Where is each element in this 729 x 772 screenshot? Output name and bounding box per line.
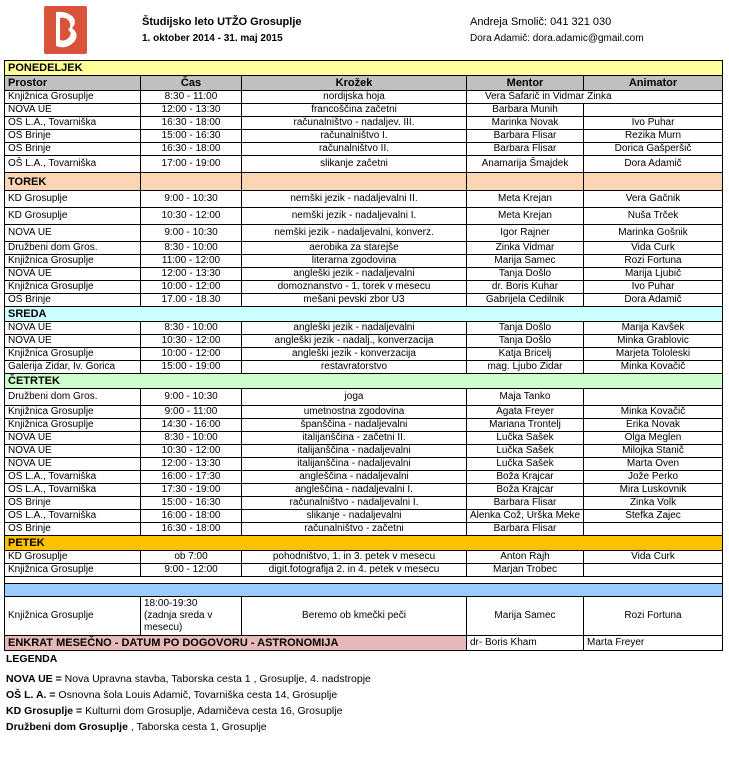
cell-activity: literarna zgodovina bbox=[242, 255, 467, 268]
cell-activity: domoznanstvo - 1. torek v mesecu bbox=[242, 281, 467, 294]
cell-time: 9:00 - 10:30 bbox=[141, 389, 242, 406]
cell-time: ob 7:00 bbox=[141, 551, 242, 564]
table-row bbox=[5, 497, 723, 510]
legend-key: KD Grosuplje = bbox=[6, 705, 83, 717]
table-row bbox=[5, 191, 723, 208]
cell-time: 12:00 - 13:30 bbox=[141, 268, 242, 281]
column-header: Krožek bbox=[242, 76, 467, 91]
cell-animator: Minka Kovačič bbox=[584, 406, 723, 419]
monthly-row bbox=[5, 636, 723, 651]
cell-mentor: Igor Rajner bbox=[467, 225, 584, 242]
cell-time: 16:30 - 18:00 bbox=[141, 117, 242, 130]
column-header: Prostor bbox=[5, 76, 141, 91]
cell-place: OŠ L.A., Tovarniška bbox=[5, 156, 141, 173]
cell-time: 9:00 - 11:00 bbox=[141, 406, 242, 419]
legend-item bbox=[6, 721, 267, 733]
cell-animator bbox=[584, 564, 723, 577]
cell-animator: Rozi Fortuna bbox=[584, 597, 723, 636]
table-row bbox=[5, 458, 723, 471]
table-row bbox=[5, 335, 723, 348]
cell-place: NOVA UE bbox=[5, 335, 141, 348]
cell-activity: aerobika za starejše bbox=[242, 242, 467, 255]
cell-time: 17.00 - 18.30 bbox=[141, 294, 242, 307]
cell-mentor: Anamarija Šmajdek bbox=[467, 156, 584, 173]
cell-mentor: mag. Ljubo Zidar bbox=[467, 361, 584, 374]
cell-mentor: Lučka Sašek bbox=[467, 432, 584, 445]
day-header-pet bbox=[5, 536, 723, 551]
table-row bbox=[5, 117, 723, 130]
cell-mentor: Marija Samec bbox=[467, 255, 584, 268]
cell-animator: Erika Novak bbox=[584, 419, 723, 432]
cell-animator: Marjeta Tololeski bbox=[584, 348, 723, 361]
cell-place: Knjižnica Grosuplje bbox=[5, 281, 141, 294]
cell-mentor: Barbara Flisar bbox=[467, 143, 584, 156]
cell-place: Knjižnica Grosuplje bbox=[5, 91, 141, 104]
table-row bbox=[5, 564, 723, 577]
cell-activity: nordijska hoja bbox=[242, 91, 467, 104]
cell-activity: restavratorstvo bbox=[242, 361, 467, 374]
cell-activity: angleški jezik - nadaljevalni bbox=[242, 322, 467, 335]
table-row bbox=[5, 389, 723, 406]
cell-time: 17:30 - 19:00 bbox=[141, 484, 242, 497]
column-header-row bbox=[5, 76, 723, 91]
time-line: 18:00-19:30 bbox=[144, 598, 198, 609]
cell-mentor: Boža Krajcar bbox=[467, 484, 584, 497]
cell-time: 14:30 - 16:00 bbox=[141, 419, 242, 432]
cell-mentor: Mariana Trontelj bbox=[467, 419, 584, 432]
legend-title: LEGENDA bbox=[6, 653, 58, 665]
cell-place: Družbeni dom Gros. bbox=[5, 389, 141, 406]
table-row bbox=[5, 156, 723, 173]
cell-activity: angleški jezik - konverzacija bbox=[242, 348, 467, 361]
header-dates: 1. oktober 2014 - 31. maj 2015 bbox=[142, 33, 283, 44]
legend-item bbox=[6, 705, 342, 717]
cell-time: 12:00 - 13:30 bbox=[141, 458, 242, 471]
legend-key: Družbeni dom Grosuplje bbox=[6, 721, 128, 733]
cell-mentor: Barbara Munih bbox=[467, 104, 584, 117]
header-contact-2: Dora Adamič: dora.adamic@gmail.com bbox=[470, 33, 644, 44]
cell-animator: Dora Adamič bbox=[584, 156, 723, 173]
cell-mentor: Maja Tanko bbox=[467, 389, 584, 406]
table-row bbox=[5, 322, 723, 335]
cell-activity: slikanje - nadaljevalni bbox=[242, 510, 467, 523]
cell-activity: mešani pevski zbor U3 bbox=[242, 294, 467, 307]
cell-time bbox=[141, 597, 242, 636]
cell-place: OŠ Brinje bbox=[5, 143, 141, 156]
cell-mentor: Gabrijela Cedilnik bbox=[467, 294, 584, 307]
cell-mentor: Agata Freyer bbox=[467, 406, 584, 419]
cell-mentor: Marija Samec bbox=[467, 597, 584, 636]
cell-mentor: Marinka Novak bbox=[467, 117, 584, 130]
cell-time: 15:00 - 19:00 bbox=[141, 361, 242, 374]
cell-activity: angleški jezik - nadalj., konverzacija bbox=[242, 335, 467, 348]
cell-mentor: Tanja Došlo bbox=[467, 335, 584, 348]
day-header-cell bbox=[141, 173, 242, 191]
utzo-logo bbox=[44, 6, 87, 54]
cell-place: NOVA UE bbox=[5, 104, 141, 117]
cell-activity: nemški jezik - nadaljevalni, konverz. bbox=[242, 225, 467, 242]
cell-time: 8:30 - 10:00 bbox=[141, 242, 242, 255]
table-row bbox=[5, 419, 723, 432]
day-header-cet bbox=[5, 374, 723, 389]
cell-place: Knjižnica Grosuplje bbox=[5, 597, 141, 636]
cell-time: 9:00 - 10:30 bbox=[141, 191, 242, 208]
header-title: Študijsko leto UTŽO Grosuplje bbox=[142, 16, 302, 28]
cell-place: OŠ Brinje bbox=[5, 497, 141, 510]
cell-time: 10:00 - 12:00 bbox=[141, 348, 242, 361]
cell-place: NOVA UE bbox=[5, 225, 141, 242]
cell-time: 16:30 - 18:00 bbox=[141, 143, 242, 156]
cell-time: 8:30 - 10:00 bbox=[141, 322, 242, 335]
cell-time: 10:30 - 12:00 bbox=[141, 445, 242, 458]
day-header-cell bbox=[467, 173, 584, 191]
table-row bbox=[5, 484, 723, 497]
table-row bbox=[5, 242, 723, 255]
cell-mentor: dr- Boris Kham bbox=[467, 636, 584, 651]
table-row bbox=[5, 551, 723, 564]
cell-mentor: Tanja Došlo bbox=[467, 322, 584, 335]
legend-key: OŠ L. A. = bbox=[6, 689, 56, 701]
cell-animator bbox=[584, 523, 723, 536]
day-header-cell bbox=[584, 173, 723, 191]
cell-activity: Beremo ob kmečki peči bbox=[242, 597, 467, 636]
cell-place: KD Grosuplje bbox=[5, 191, 141, 208]
cell-animator: Dora Adamič bbox=[584, 294, 723, 307]
day-header-sre bbox=[5, 307, 723, 322]
cell-place: OŠ L.A., Tovarniška bbox=[5, 471, 141, 484]
cell-activity: slikanje začetni bbox=[242, 156, 467, 173]
time-line: (zadnja sreda v bbox=[144, 610, 213, 621]
column-header: Čas bbox=[141, 76, 242, 91]
cell-activity: nemški jezik - nadaljevalni I. bbox=[242, 208, 467, 225]
cell-place: Družbeni dom Gros. bbox=[5, 242, 141, 255]
legend-text: Nova Upravna stavba, Taborska cesta 1 , Grosuplje, 4. nadstropje bbox=[64, 673, 371, 685]
table-row bbox=[5, 225, 723, 242]
cell-activity: španščina - nadaljevalni bbox=[242, 419, 467, 432]
legend-text: Kulturni dom Grosuplje, Adamičeva cesta 16, Grosuplje bbox=[85, 705, 343, 717]
cell-animator: Ivo Puhar bbox=[584, 117, 723, 130]
cell-animator: Dorica Gašperšič bbox=[584, 143, 723, 156]
cell-place: KD Grosuplje bbox=[5, 208, 141, 225]
table-row bbox=[5, 104, 723, 117]
cell-activity: joga bbox=[242, 389, 467, 406]
table-row bbox=[5, 510, 723, 523]
table-row bbox=[5, 523, 723, 536]
cell-animator: Marinka Gošnik bbox=[584, 225, 723, 242]
cell-time: 10:30 - 12:00 bbox=[141, 335, 242, 348]
spacer-cell bbox=[5, 577, 723, 584]
cell-place: OŠ L.A., Tovarniška bbox=[5, 117, 141, 130]
cell-time: 16:00 - 17:30 bbox=[141, 471, 242, 484]
cell-mentor: Barbara Flisar bbox=[467, 130, 584, 143]
column-header: Animator bbox=[584, 76, 723, 91]
legend-key: NOVA UE = bbox=[6, 673, 62, 685]
cell-mentor: Lučka Sašek bbox=[467, 445, 584, 458]
day-header-tor bbox=[5, 173, 723, 191]
table-row bbox=[5, 208, 723, 225]
cell-place: Knjižnica Grosuplje bbox=[5, 348, 141, 361]
cell-place: OŠ Brinje bbox=[5, 130, 141, 143]
cell-place: NOVA UE bbox=[5, 432, 141, 445]
monthly-label: ENKRAT MESEČNO - DATUM PO DOGOVORU - ASTRONOMIJA bbox=[5, 636, 467, 651]
day-label: PETEK bbox=[5, 536, 723, 551]
header-contact-1: Andreja Smolič: 041 321 030 bbox=[470, 16, 612, 28]
day-header-cell bbox=[242, 173, 467, 191]
table-row bbox=[5, 471, 723, 484]
cell-mentor: dr. Boris Kuhar bbox=[467, 281, 584, 294]
cell-mentor: Meta Krejan bbox=[467, 191, 584, 208]
table-row bbox=[5, 255, 723, 268]
day-label: SREDA bbox=[5, 307, 723, 322]
cell-activity: računalništvo - začetni bbox=[242, 523, 467, 536]
cell-place: OŠ L.A., Tovarniška bbox=[5, 484, 141, 497]
cell-mentor: Barbara Flisar bbox=[467, 523, 584, 536]
blue-separator-row bbox=[5, 584, 723, 597]
cell-animator: Marta Oven bbox=[584, 458, 723, 471]
spacer-row bbox=[5, 577, 723, 584]
cell-animator: Marta Freyer bbox=[584, 636, 723, 651]
cell-place: OŠ Brinje bbox=[5, 294, 141, 307]
day-label: TOREK bbox=[5, 173, 141, 191]
cell-mentor: Barbara Flisar bbox=[467, 497, 584, 510]
cell-mentor: Meta Krejan bbox=[467, 208, 584, 225]
cell-activity: pohodništvo, 1. in 3. petek v mesecu bbox=[242, 551, 467, 564]
special-row bbox=[5, 597, 723, 636]
schedule-table bbox=[4, 60, 723, 651]
table-row bbox=[5, 406, 723, 419]
cell-animator: Rozi Fortuna bbox=[584, 255, 723, 268]
cell-animator: Vida Curk bbox=[584, 242, 723, 255]
cell-mentor: Marjan Trobec bbox=[467, 564, 584, 577]
cell-animator: Minka Kovačič bbox=[584, 361, 723, 374]
cell-mentor: Boža Krajcar bbox=[467, 471, 584, 484]
cell-activity: računalništvo - nadaljev. III. bbox=[242, 117, 467, 130]
cell-place: Knjižnica Grosuplje bbox=[5, 419, 141, 432]
cell-animator: Zinka Volk bbox=[584, 497, 723, 510]
cell-animator: Marija Kavšek bbox=[584, 322, 723, 335]
cell-activity: nemški jezik - nadaljevalni II. bbox=[242, 191, 467, 208]
table-row bbox=[5, 130, 723, 143]
cell-time: 8:30 - 11:00 bbox=[141, 91, 242, 104]
cell-place: Knjižnica Grosuplje bbox=[5, 255, 141, 268]
cell-activity: angleščina - nadaljevalni I. bbox=[242, 484, 467, 497]
table-row bbox=[5, 91, 723, 104]
cell-mentor: Alenka Čož, Urška Meke bbox=[467, 510, 584, 523]
cell-time: 9:00 - 12:00 bbox=[141, 564, 242, 577]
cell-place: NOVA UE bbox=[5, 445, 141, 458]
cell-activity: računalništvo II. bbox=[242, 143, 467, 156]
cell-mentor: Tanja Došlo bbox=[467, 268, 584, 281]
cell-activity: italijanščina - nadaljevalni bbox=[242, 445, 467, 458]
cell-time: 8:30 - 10:00 bbox=[141, 432, 242, 445]
cell-activity: računalništvo - nadaljevalni I. bbox=[242, 497, 467, 510]
cell-animator: Ivo Puhar bbox=[584, 281, 723, 294]
cell-activity: angleški jezik - nadaljevalni bbox=[242, 268, 467, 281]
table-row bbox=[5, 445, 723, 458]
legend-item bbox=[6, 673, 371, 685]
cell-activity: umetnostna zgodovina bbox=[242, 406, 467, 419]
cell-activity: francoščina začetni bbox=[242, 104, 467, 117]
cell-animator: Vida Curk bbox=[584, 551, 723, 564]
cell-place: Knjižnica Grosuplje bbox=[5, 406, 141, 419]
cell-place: NOVA UE bbox=[5, 268, 141, 281]
cell-time: 10:00 - 12:00 bbox=[141, 281, 242, 294]
legend-text: Osnovna šola Louis Adamič, Tovarniška cesta 14, Grosuplje bbox=[58, 689, 338, 701]
cell-place: Knjižnica Grosuplje bbox=[5, 564, 141, 577]
cell-animator: Rezika Murn bbox=[584, 130, 723, 143]
schedule-body bbox=[5, 61, 723, 651]
table-row bbox=[5, 361, 723, 374]
cell-time: 10:30 - 12:00 bbox=[141, 208, 242, 225]
column-header: Mentor bbox=[467, 76, 584, 91]
cell-animator: Vera Gačnik bbox=[584, 191, 723, 208]
cell-time: 12:00 - 13:30 bbox=[141, 104, 242, 117]
cell-place: OŠ L.A., Tovarniška bbox=[5, 510, 141, 523]
cell-animator: Nuša Trček bbox=[584, 208, 723, 225]
table-row bbox=[5, 143, 723, 156]
cell-activity: italijanščina - začetni II. bbox=[242, 432, 467, 445]
cell-activity: angleščina - nadaljevalni bbox=[242, 471, 467, 484]
cell-mentor: Anton Rajh bbox=[467, 551, 584, 564]
cell-place: KD Grosuplje bbox=[5, 551, 141, 564]
cell-activity: digit.fotografija 2. in 4. petek v mesecu bbox=[242, 564, 467, 577]
cell-animator: Štefka Zajec bbox=[584, 510, 723, 523]
blue-separator bbox=[5, 584, 723, 597]
cell-time: 16:00 - 18:00 bbox=[141, 510, 242, 523]
table-row bbox=[5, 281, 723, 294]
cell-time: 15:00 - 16:30 bbox=[141, 497, 242, 510]
table-row bbox=[5, 348, 723, 361]
cell-animator: Minka Grablovic bbox=[584, 335, 723, 348]
legend-item bbox=[6, 689, 337, 701]
cell-animator: Olga Meglen bbox=[584, 432, 723, 445]
table-row bbox=[5, 432, 723, 445]
table-row bbox=[5, 294, 723, 307]
cell-time: 9:00 - 10:30 bbox=[141, 225, 242, 242]
cell-time: 16:30 - 18:00 bbox=[141, 523, 242, 536]
cell-mentor: Zinka Vidmar bbox=[467, 242, 584, 255]
cell-place: OŠ Brinje bbox=[5, 523, 141, 536]
cell-place: Galerija Zidar, Iv. Gorica bbox=[5, 361, 141, 374]
cell-animator: Mira Luskovnik bbox=[584, 484, 723, 497]
cell-time: 11:00 - 12:00 bbox=[141, 255, 242, 268]
cell-activity: italijanščina - nadaljevalni bbox=[242, 458, 467, 471]
cell-place: NOVA UE bbox=[5, 458, 141, 471]
table-row bbox=[5, 268, 723, 281]
day-header-pon bbox=[5, 61, 723, 76]
day-label: ČETRTEK bbox=[5, 374, 723, 389]
cell-activity: računalništvo I. bbox=[242, 130, 467, 143]
cell-time: 17:00 - 19:00 bbox=[141, 156, 242, 173]
cell-animator: Jože Perko bbox=[584, 471, 723, 484]
cell-animator bbox=[584, 389, 723, 406]
cell-mentor: Vera Šafarič in Vidmar Zinka bbox=[467, 91, 723, 104]
legend-text: , Taborska cesta 1, Grosuplje bbox=[130, 721, 267, 733]
time-line: mesecu) bbox=[144, 622, 183, 633]
cell-animator: Marija Ljubič bbox=[584, 268, 723, 281]
cell-place: NOVA UE bbox=[5, 322, 141, 335]
cell-time: 15:00 - 16:30 bbox=[141, 130, 242, 143]
cell-animator: Milojka Stanič bbox=[584, 445, 723, 458]
cell-mentor: Katja Bricelj bbox=[467, 348, 584, 361]
day-label: PONEDELJEK bbox=[5, 61, 723, 76]
cell-mentor: Lučka Sašek bbox=[467, 458, 584, 471]
cell-animator bbox=[584, 104, 723, 117]
